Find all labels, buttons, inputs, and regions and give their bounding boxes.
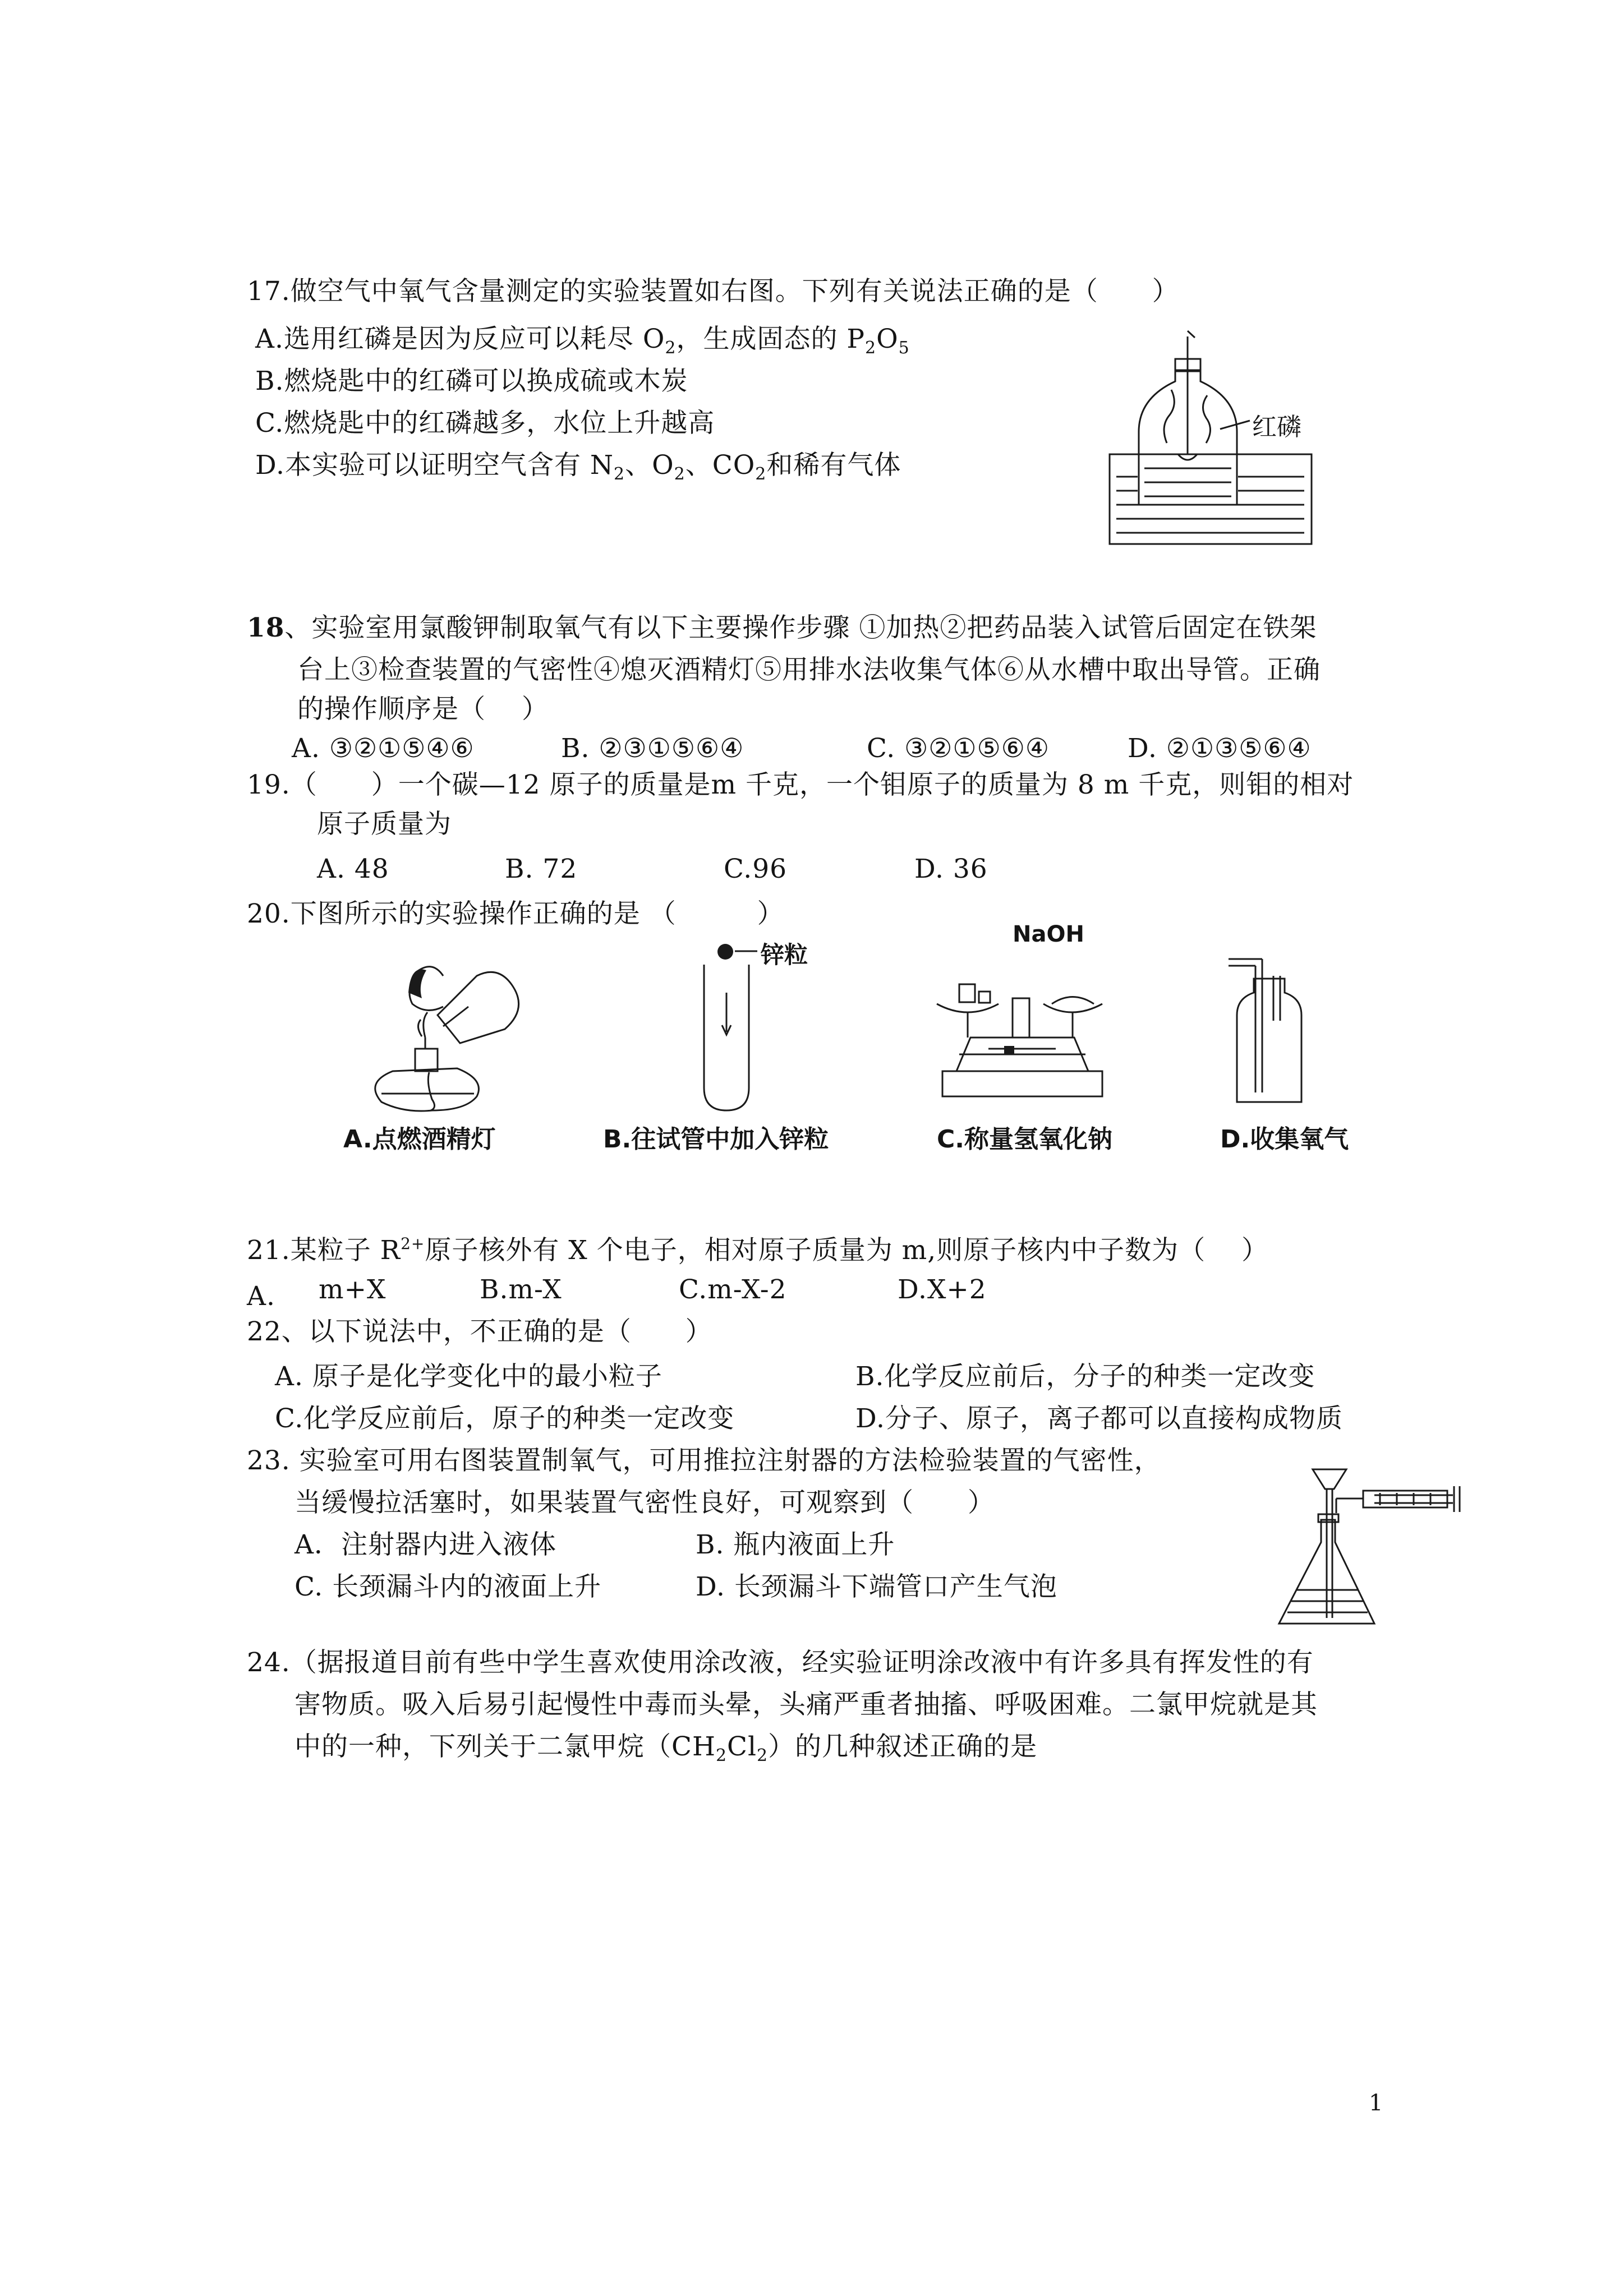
q22-option-a: A. 原子是化学变化中的最小粒子	[275, 1361, 663, 1392]
q24-line2: 害物质。吸入后易引起慢性中毒而头晕，头痛严重者抽搐、呼吸困难。二氯甲烷就是其	[295, 1689, 1318, 1720]
q17-option-b: B.燃烧匙中的红磷可以换成硫或木炭	[255, 366, 688, 397]
q17-option-d: D.本实验可以证明空气含有 $N_2$、$O_2$、$CO_2$和稀有气体	[255, 450, 901, 484]
q19-option-d: D. 36	[914, 854, 988, 884]
q21-option-d: D.X+2	[898, 1274, 987, 1305]
q20-figure-a-lamp	[359, 953, 544, 1116]
q18-option-a: A. ③②①⑤④⑥	[292, 733, 475, 764]
q19-line1: 19.（ ）一个碳—12 原子的质量是m 千克，一个钼原子的质量为 8 m 千克，则钼的相对	[247, 769, 1354, 800]
q18-line2: 台上③检查装置的气密性④熄灭酒精灯⑤用排水法收集气体⑥从水槽中取出导管。正确	[297, 654, 1321, 685]
q23-apparatus-figure	[1268, 1458, 1481, 1638]
q18-option-d: D. ②①③⑤⑥④	[1128, 733, 1312, 764]
q18-line3: 的操作顺序是（ ）	[297, 694, 549, 725]
q20-caption-b: B.往试管中加入锌粒	[603, 1125, 829, 1154]
q21-option-a-letter: A.	[247, 1281, 275, 1312]
q20-naoh-label: NaOH	[1013, 921, 1084, 947]
q23-option-d: D. 长颈漏斗下端管口产生气泡	[696, 1571, 1057, 1602]
q21-stem: 21.某粒子 $R^{2+}$原子核外有 X 个电子，相对原子质量为 m,则原子核内中子数为（ ）	[247, 1234, 1269, 1266]
q23-option-b: B. 瓶内液面上升	[696, 1529, 895, 1560]
q20-stem: 20.下图所示的实验操作正确的是 （ ）	[247, 898, 784, 929]
q19-option-a: A. 48	[317, 854, 389, 884]
q22-option-b: B.化学反应前后，分子的种类一定改变	[855, 1361, 1315, 1392]
q22-stem: 22、以下说法中，不正确的是（ ）	[247, 1316, 712, 1347]
q23-option-a: A．注射器内进入液体	[295, 1529, 556, 1560]
q23-line2: 当缓慢拉活塞时，如果装置气密性良好，可观察到（ ）	[295, 1487, 995, 1518]
q21-option-a: m+X	[319, 1274, 387, 1305]
page-number: 1	[1369, 2090, 1384, 2116]
q18-line1: 18、实验室用氯酸钾制取氧气有以下主要操作步骤 ①加热②把药品装入试管后固定在铁架	[247, 612, 1317, 643]
q17-option-a: A.选用红磷是因为反应可以耗尽 $O_2$，生成固态的 $P_2O_5$	[255, 324, 910, 358]
q17-option-c: C.燃烧匙中的红磷越多，水位上升越高	[255, 408, 715, 439]
q23-option-c: C. 长颈漏斗内的液面上升	[295, 1571, 602, 1602]
q19-option-c: C.96	[724, 854, 788, 884]
q20-caption-d: D.收集氧气	[1220, 1125, 1349, 1154]
q18-option-c: C. ③②①⑤⑥④	[867, 733, 1050, 764]
q20-figure-c-balance	[926, 942, 1116, 1110]
q20-caption-a: A.点燃酒精灯	[343, 1125, 496, 1154]
q20-caption-c: C.称量氢氧化钠	[937, 1125, 1113, 1154]
q21-option-c: C.m-X-2	[679, 1274, 787, 1305]
q20-figure-d-gas-bottle	[1223, 953, 1313, 1105]
q17-stem: 17.做空气中氧气含量测定的实验装置如右图。下列有关说法正确的是（ ）	[247, 276, 1179, 307]
q22-option-d: D.分子、原子，离子都可以直接构成物质	[855, 1403, 1343, 1434]
q19-line2: 原子质量为	[317, 809, 452, 840]
q18-option-b: B. ②③①⑤⑥④	[561, 733, 744, 764]
q24-line1: 24.（据报道目前有些中学生喜欢使用涂改液，经实验证明涂改液中有许多具有挥发性的有	[247, 1647, 1314, 1678]
q21-option-b: B.m-X	[480, 1274, 562, 1305]
q20-zinc-label: 锌粒	[761, 941, 808, 969]
q24-line3: 中的一种，下列关于二氯甲烷$(CH_2Cl_2)$的几种叙述正确的是	[295, 1731, 1038, 1765]
q19-option-b: B. 72	[505, 854, 578, 884]
q23-line1: 23. 实验室可用右图装置制氧气，可用推拉注射器的方法检验装置的气密性，	[247, 1445, 1161, 1476]
q22-option-c: C.化学反应前后，原子的种类一定改变	[275, 1403, 735, 1434]
q17-red-phosphorus-label: 红磷	[1252, 413, 1301, 441]
